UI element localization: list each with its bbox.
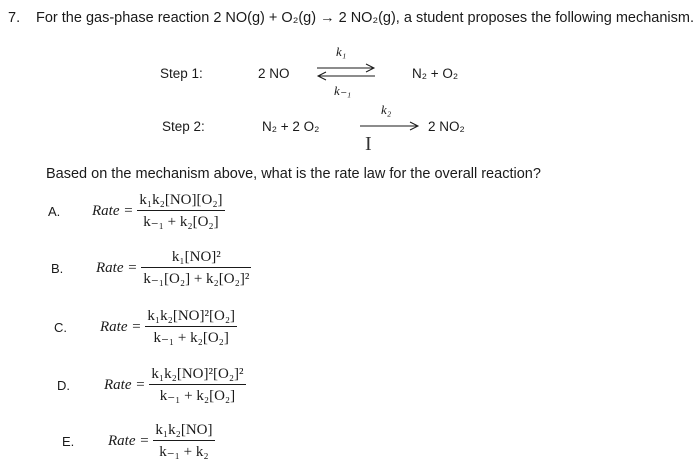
choice-a[interactable] [48, 192, 225, 231]
choice-c[interactable] [54, 308, 237, 347]
question-text: For the gas-phase reaction 2 NO(g) + O₂(g) → 2 NO₂(g), a student proposes the following mechanism. [36, 10, 695, 26]
step2-label: Step 2: [162, 119, 205, 134]
numerator: k₁k₂[NO] [153, 422, 214, 441]
k2-label: k₂ [381, 102, 392, 117]
numerator: k₁k₂[NO]²[O₂]² [149, 366, 245, 385]
choice-letter: D. [57, 378, 70, 393]
rate-label: Rate = [96, 260, 138, 276]
step1-reactants: 2 NO [258, 66, 290, 81]
denominator: k₋₁ + k₂[O₂] [159, 388, 236, 404]
step2-reactants: N₂ + 2 O₂ [262, 119, 320, 134]
numerator: k₁k₂[NO][O₂] [137, 192, 224, 211]
rate-fraction [141, 249, 251, 288]
denominator: k₋₁ + k₂ [159, 444, 209, 460]
question-number: 7. [8, 10, 21, 26]
rate-label: Rate = [104, 377, 146, 393]
prompt-text: Based on the mechanism above, what is the rate law for the overall reaction? [46, 166, 541, 182]
text-cursor-icon: I [365, 133, 372, 155]
rate-fraction [153, 422, 214, 461]
k1-label: k₁ [336, 44, 347, 59]
rate-label: Rate = [108, 433, 150, 449]
rate-label: Rate = [92, 203, 134, 219]
k-1-label: k₋₁ [334, 83, 352, 98]
denominator: k₋₁ + k₂[O₂] [153, 330, 229, 346]
numerator: k₁[NO]² [141, 249, 251, 268]
choice-letter: B. [51, 261, 64, 276]
step2-products: 2 NO₂ [428, 119, 465, 134]
choice-letter: A. [48, 204, 61, 219]
choice-d[interactable] [57, 366, 246, 405]
denominator: k₋₁[O₂] + k₂[O₂]² [143, 271, 250, 287]
rate-fraction [149, 366, 245, 405]
numerator: k₁k₂[NO]²[O₂] [145, 308, 237, 327]
rate-fraction [137, 192, 224, 231]
equilibrium-arrows [314, 60, 378, 84]
choice-b[interactable] [51, 249, 251, 288]
step1-label: Step 1: [160, 66, 203, 81]
rate-fraction [145, 308, 237, 347]
choice-e[interactable] [62, 422, 215, 461]
choice-letter: E. [62, 434, 75, 449]
forward-arrow [358, 118, 422, 134]
rate-label: Rate = [100, 319, 142, 335]
choice-letter: C. [54, 320, 67, 335]
denominator: k₋₁ + k₂[O₂] [143, 214, 219, 230]
step1-products: N₂ + O₂ [412, 66, 459, 81]
